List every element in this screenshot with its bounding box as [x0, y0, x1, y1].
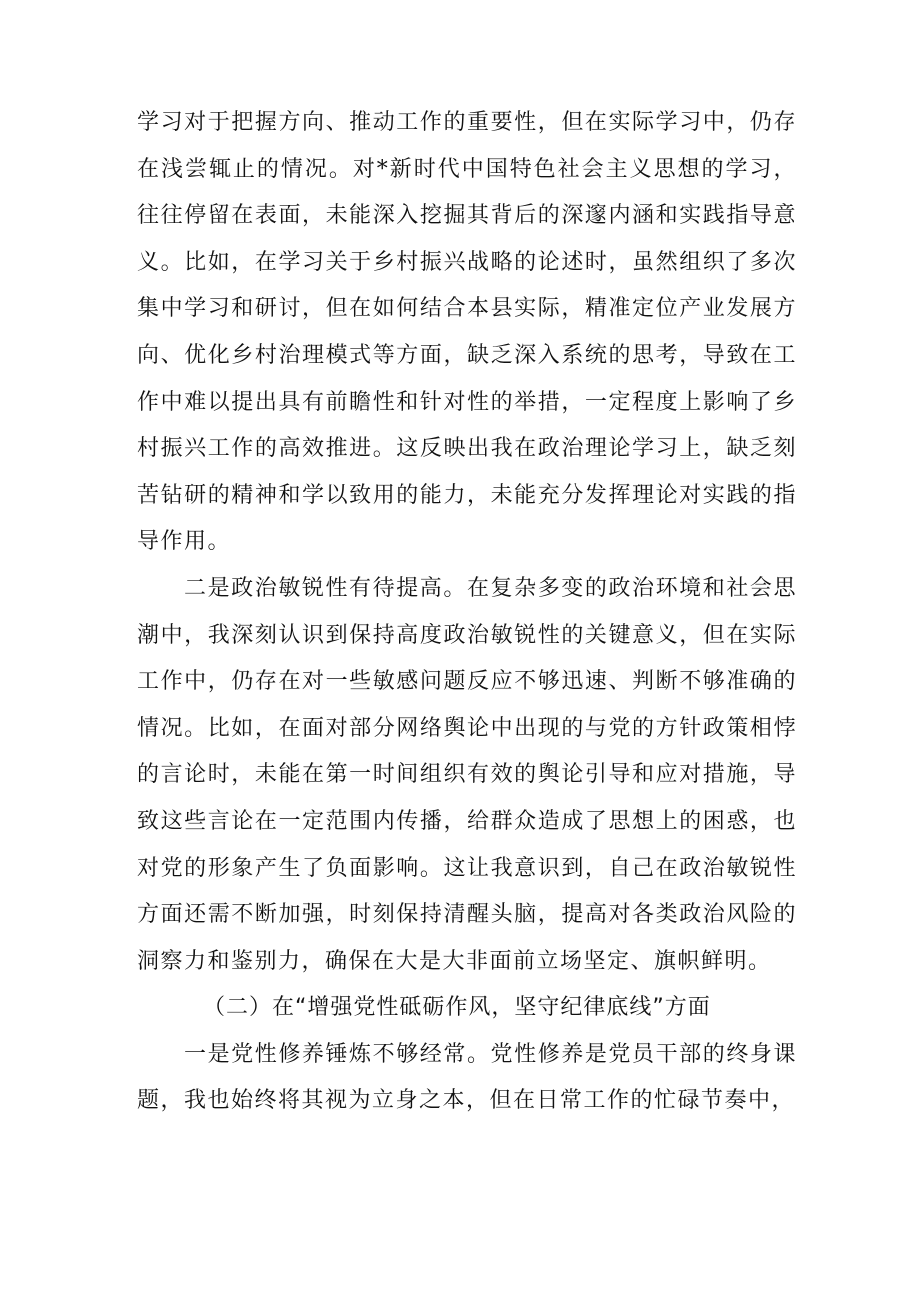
paragraph-continuation: 学习对于把握方向、推动工作的重要性，但在实际学习中，仍存在浅尝辄止的情况。对*新时代中国特色社会主义思想的学习，往往停留在表面，未能深入挖掘其背后的深邃内涵和实践指导意义。比如，在学习关于乡村振兴战略的论述时，虽然组织了多次集中学习和研讨，但在如何结合本县实际，精准定位产业发展方向、优化乡村治理模式等方面，缺乏深入系统的思考，导致在工作中难以提出具有前瞻性和针对性的举措，一定程度上影响了乡村振兴工作的高效推进。这反映出我在政治理论学习上，缺乏刻苦钻研的精神和学以致用的能力，未能充分发挥理论对实践的指导作用。 — [137, 110, 797, 555]
paragraph-party-cultivation: 一是党性修养锤炼不够经常。党性修养是党员干部的终身课题，我也始终将其视为立身之本，但在日常工作的忙碌节奏中， — [137, 1041, 797, 1114]
paragraph-political-sensitivity: 二是政治敏锐性有待提高。在复杂多变的政治环境和社会思潮中，我深刻认识到保持高度政治敏锐性的关键意义，但在实际工作中，仍存在对一些敏感问题反应不够迅速、判断不够准确的情况。比如，在面对部分网络舆论中出现的与党的方针政策相悖的言论时，未能在第一时间组织有效的舆论引导和应对措施，导致这些言论在一定范围内传播，给群众造成了思想上的困惑，也对党的形象产生了负面影响。这让我意识到，自己在政治敏锐性方面还需不断加强，时刻保持清醒头脑，提高对各类政治风险的洞察力和鉴别力，确保在大是大非面前立场坚定、旗帜鲜明。 — [137, 575, 797, 974]
document-body — [137, 100, 797, 1125]
section-heading: （二）在“增强党性砥砺作风，坚守纪律底线”方面 — [203, 995, 711, 1021]
